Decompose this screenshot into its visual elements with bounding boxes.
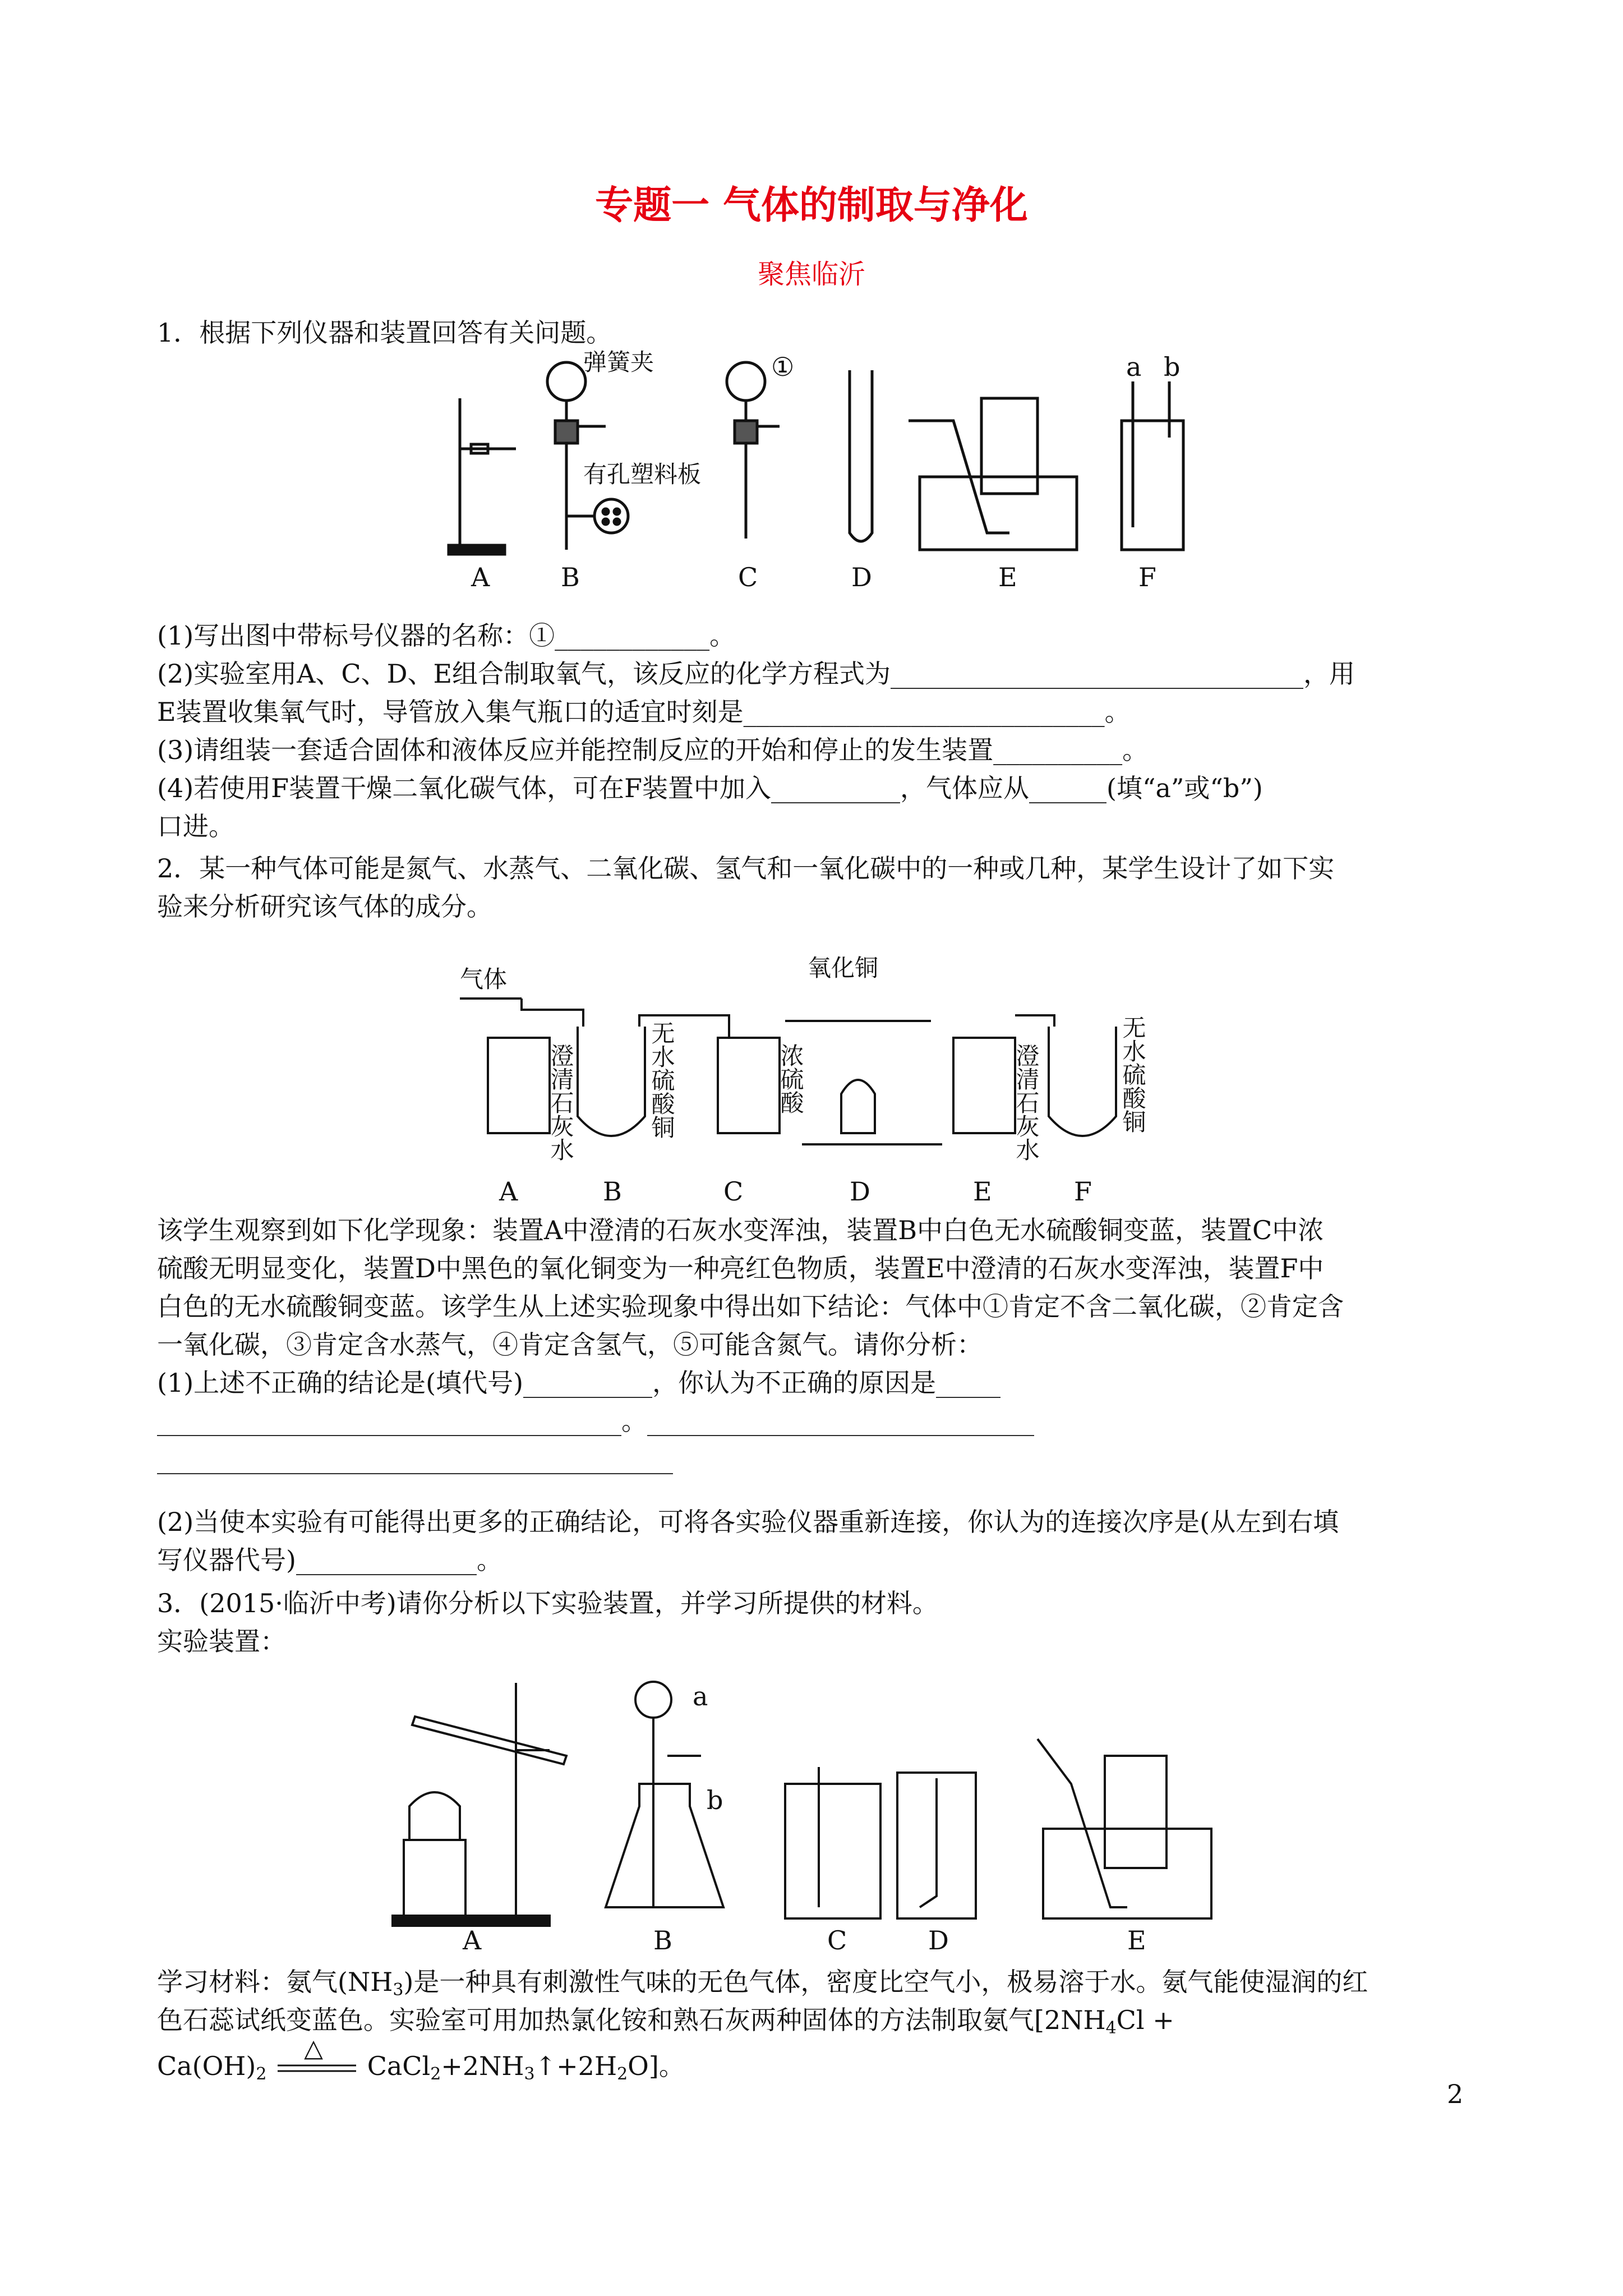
spring-clip-label: 弹簧夹 bbox=[583, 348, 654, 376]
q3-stem: 3．(2015·临沂中考)请你分析以下实验装置，并学习所提供的材料。 bbox=[157, 1588, 938, 1618]
q1-label-e: E bbox=[998, 562, 1017, 592]
q1-label-c: C bbox=[738, 562, 758, 592]
collecting-bottle-c-icon bbox=[785, 1767, 880, 1918]
q2-obs-2: 硫酸无明显变化，装置D中黑色的氧化铜变为一种亮红色物质，装置E中澄清的石灰水变浑浊，装置F中 bbox=[157, 1253, 1324, 1283]
bottle-e-icon bbox=[953, 1038, 1015, 1133]
q2-label-c: C bbox=[723, 1176, 744, 1207]
perforated-plate-label: 有孔塑料板 bbox=[583, 461, 702, 488]
q3-material-1b: )是一种具有刺激性气味的无色气体，密度比空气小，极易溶于水。氨气能使湿润的红 bbox=[403, 1967, 1368, 1997]
iron-stand-icon bbox=[449, 398, 516, 554]
q1-label-f: F bbox=[1138, 562, 1156, 592]
q2-figure bbox=[449, 954, 1195, 1212]
eq-right-b: +2NH bbox=[441, 2051, 524, 2081]
conical-flask-icon bbox=[606, 1682, 723, 1907]
q2-obs-3: 白色的无水硫酸铜变蓝。该学生从上述实验现象中得出如下结论：气体中①肯定不含二氧化碳，②肯定含 bbox=[157, 1291, 1344, 1322]
cuso4-b-label: 无水硫酸铜 bbox=[648, 1021, 676, 1139]
q3-port-b-label: b bbox=[707, 1785, 723, 1815]
page-number: 2 bbox=[1447, 2079, 1464, 2109]
q2-part1a: (1)上述不正确的结论是(填代号)__________，你认为不正确的原因是_____ bbox=[157, 1368, 1001, 1398]
u-tube-f-icon bbox=[1049, 1027, 1116, 1136]
q3-figure bbox=[381, 1672, 1256, 1952]
separatory-funnel-icon bbox=[547, 362, 628, 550]
q2-label-b: B bbox=[603, 1176, 622, 1207]
q1-label-b: B bbox=[561, 562, 580, 592]
page-subtitle: 聚焦临沂 bbox=[757, 259, 865, 290]
eq-right-c: ↑+2H bbox=[534, 2051, 617, 2081]
q2-label-a: A bbox=[499, 1176, 518, 1207]
q3-label-b: B bbox=[653, 1925, 672, 1952]
q2-label-d: D bbox=[850, 1176, 870, 1207]
limewater-a-label: 澄清石灰水 bbox=[547, 1043, 575, 1161]
bottle-c-icon bbox=[718, 1038, 780, 1133]
water-trough-icon bbox=[909, 398, 1077, 550]
q3-label-d: D bbox=[928, 1925, 949, 1952]
heating-apparatus-icon bbox=[393, 1683, 566, 1926]
eq-right-sub2: 3 bbox=[524, 2064, 535, 2084]
collecting-bottle-d-icon bbox=[897, 1773, 976, 1918]
q3-label-a: A bbox=[463, 1925, 482, 1952]
eq-right-d: O]。 bbox=[628, 2051, 685, 2081]
q2-part2b: 写仪器代号)______________。 bbox=[157, 1545, 502, 1575]
q1-figure bbox=[426, 348, 1211, 606]
water-trough-e-icon bbox=[1038, 1739, 1211, 1918]
q3-material-1-sub: 3 bbox=[393, 1980, 404, 2000]
eq-left: Ca(OH) bbox=[157, 2051, 256, 2081]
eq-condition bbox=[275, 2034, 359, 2082]
q3-material-2 bbox=[157, 2001, 1469, 2041]
q2-stem-a: 2．某一种气体可能是氮气、水蒸气、二氧化碳、氢气和一氧化碳中的一种或几种，某学生设计了如下实 bbox=[157, 853, 1335, 884]
circle1-label: ① bbox=[771, 352, 795, 382]
q3-material-2-sub: 4 bbox=[1105, 2018, 1117, 2038]
limewater-e-label: 澄清石灰水 bbox=[1012, 1043, 1040, 1161]
q1-label-d: D bbox=[851, 562, 872, 592]
page-title: 专题一 气体的制取与净化 bbox=[595, 183, 1028, 228]
q1-label-a: A bbox=[471, 562, 490, 592]
f-port-b-label: b bbox=[1164, 352, 1181, 382]
q2-label-e: E bbox=[973, 1176, 992, 1207]
q1-part2b: E装置收集氧气时，导管放入集气瓶口的适宜时刻是____________________________。 bbox=[157, 697, 1131, 727]
q1-part4b: 口进。 bbox=[157, 811, 234, 841]
cuo-label: 氧化铜 bbox=[808, 954, 879, 982]
q2-part1b: ____________________________________。______________________________ bbox=[157, 1406, 1034, 1436]
eq-right-sub1: 2 bbox=[430, 2064, 441, 2084]
funnel-icon bbox=[727, 362, 780, 539]
eq-left-sub: 2 bbox=[256, 2064, 267, 2084]
eq-right-a: CaCl bbox=[367, 2051, 431, 2081]
u-tube-b-icon bbox=[578, 1027, 645, 1136]
q1-part2a: (2)实验室用A、C、D、E组合制取氧气，该反应的化学方程式为________________________________，用 bbox=[157, 659, 1355, 689]
q2-stem-b: 验来分析研究该气体的成分。 bbox=[157, 891, 492, 922]
gas-inlet-label: 气体 bbox=[460, 965, 508, 993]
heat-triangle-icon: △ bbox=[304, 2034, 323, 2063]
q1-part4a: (4)若使用F装置干燥二氧化碳气体，可在F装置中加入__________，气体应从______(填“a”或“b”) bbox=[157, 773, 1263, 803]
q1-part1: (1)写出图中带标号仪器的名称：①____________。 bbox=[157, 620, 736, 651]
q2-obs-1: 该学生观察到如下化学现象：装置A中澄清的石灰水变浑浊，装置B中白色无水硫酸铜变蓝，装置C中浓 bbox=[157, 1215, 1324, 1245]
q3-material-1a: 学习材料：氨气(NH bbox=[157, 1967, 393, 1997]
q2-obs-4: 一氧化碳，③肯定含水蒸气，④肯定含氢气，⑤可能含氮气。请你分析： bbox=[157, 1329, 983, 1360]
q1-part3: (3)请组装一套适合固体和液体反应并能控制反应的开始和停止的发生装置__________。 bbox=[157, 735, 1149, 765]
test-tube-icon bbox=[850, 370, 872, 541]
q3-sub: 实验装置： bbox=[157, 1626, 286, 1657]
q3-material-2a: 色石蕊试纸变蓝色。实验室可用加热氯化铵和熟石灰两种固体的方法制取氨气[2NH bbox=[157, 2005, 1106, 2035]
eq-right-sub3: 2 bbox=[617, 2064, 628, 2084]
q3-material-2b: Cl + bbox=[1116, 2005, 1174, 2035]
q3-equation bbox=[157, 2034, 1469, 2087]
q3-material-1 bbox=[157, 1963, 1469, 2003]
bottle-a-icon bbox=[488, 1038, 550, 1133]
q1-stem: 1．根据下列仪器和装置回答有关问题。 bbox=[157, 318, 612, 348]
f-port-a-label: a bbox=[1126, 352, 1142, 382]
h2so4-c-label: 浓硫酸 bbox=[777, 1043, 805, 1114]
alcohol-lamp-icon bbox=[841, 1080, 875, 1133]
cuso4-f-label: 无水硫酸铜 bbox=[1119, 1015, 1147, 1133]
gas-washing-bottle-icon bbox=[1122, 381, 1183, 550]
q2-part2a: (2)当使本实验有可能得出更多的正确结论，可将各实验仪器重新连接，你认为的连接次序是(从左到右填 bbox=[157, 1507, 1339, 1537]
q3-port-a-label: a bbox=[693, 1681, 708, 1711]
q3-label-c: C bbox=[827, 1925, 847, 1952]
q3-label-e: E bbox=[1127, 1925, 1146, 1952]
q2-part1c: ________________________________________ bbox=[157, 1444, 673, 1474]
q2-label-f: F bbox=[1074, 1176, 1092, 1207]
